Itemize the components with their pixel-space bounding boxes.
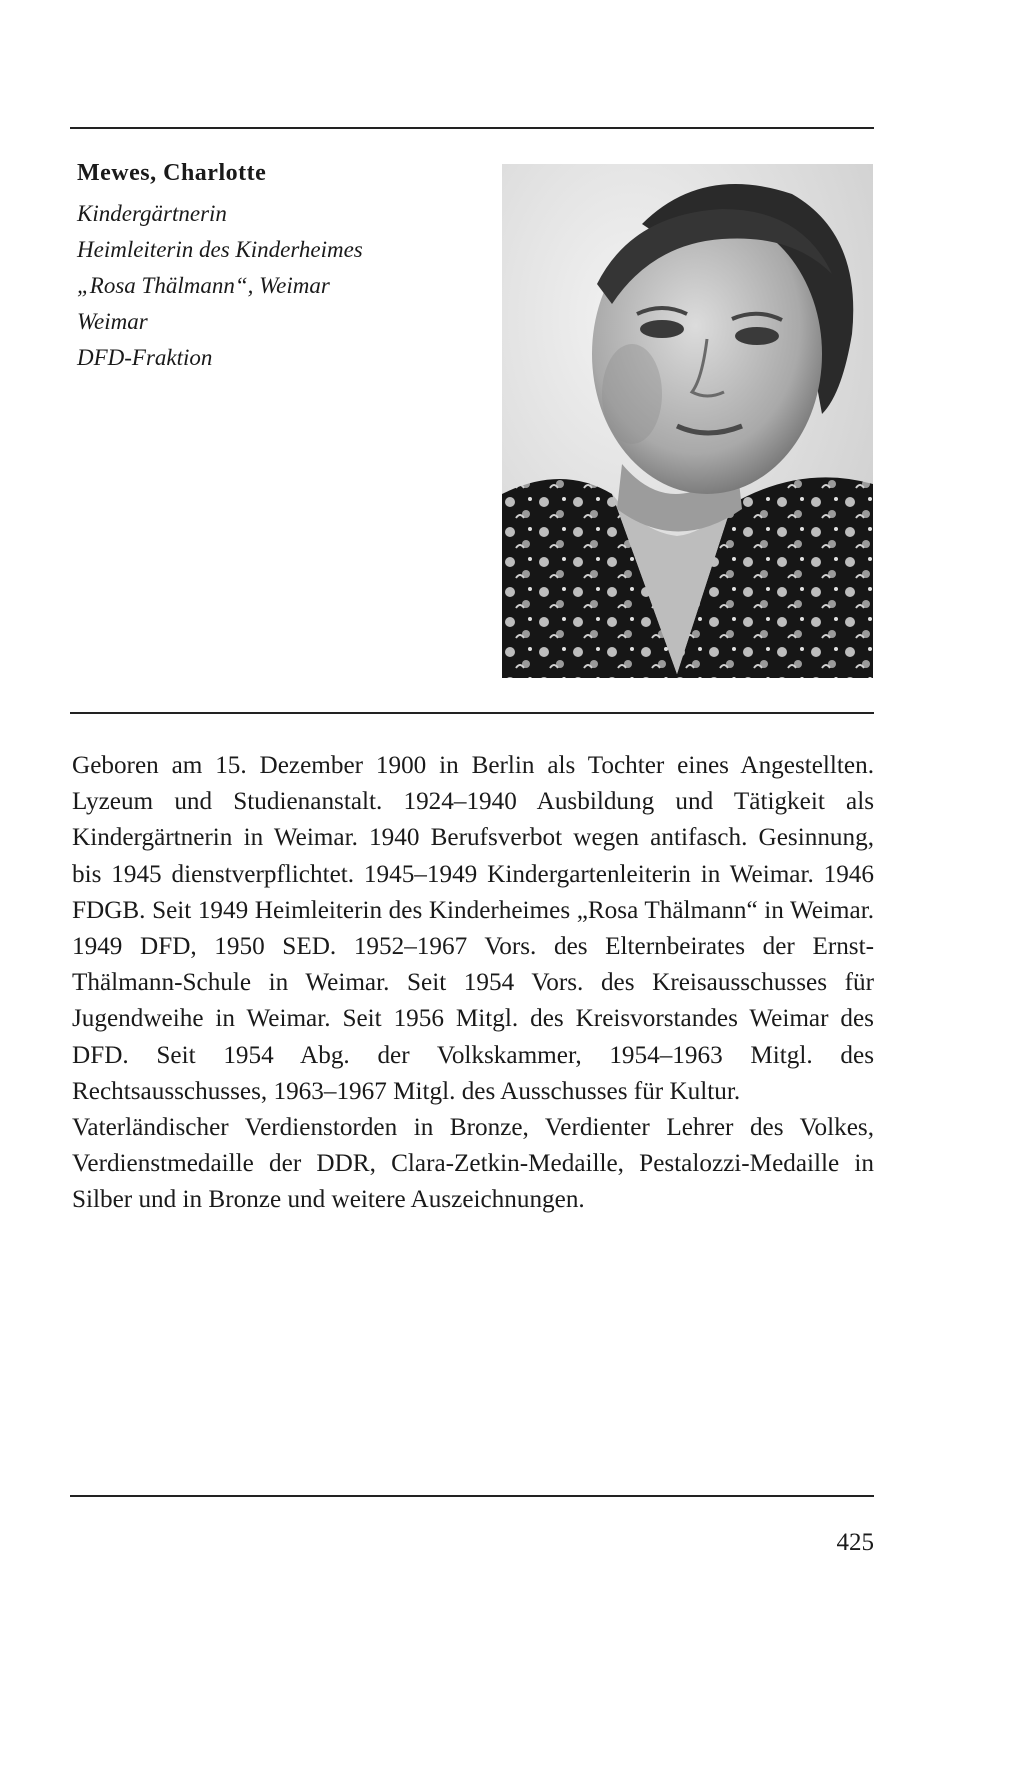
position-line-2: „Rosa Thälmann“, Weimar <box>77 273 330 298</box>
profession: Kindergärtnerin <box>77 201 227 226</box>
constituency: Weimar <box>77 309 148 334</box>
person-name: Mewes, Charlotte <box>77 160 267 186</box>
biography-text: Geboren am 15. Dezember 1900 in Berlin als Tochter eines Angestellten. Lyzeum und Studienanstalt. 1924–1940 Ausbildung und Tätigkeit als Kindergärtnerin in Weimar. 1940 Berufsverbot wegen antifasch. Gesinnung, bis 1945 dienstverpflichtet. 1945–1949 Kindergartenleiterin in Weimar. 1946 FDGB. Seit 1949 Heimleiterin des Kinderheimes „Rosa Thälmann“ in Weimar. 1949 DFD, 1950 SED. 1952–1967 Vors. des Elternbeirates der Ernst-Thälmann-Schule in Weimar. Seit 1954 Vors. des Kreisausschusses für Jugendweihe in Weimar. Seit 1956 Mitgl. des Kreisvorstandes Weimar des DFD. Seit 1954 Abg. der Volkskammer, 1954–1963 Mitgl. des Rechtsausschusses, 1963–1967 Mitgl. des Ausschusses für Kultur. <box>72 752 874 1105</box>
page-number: 425 <box>836 1529 874 1556</box>
top-divider <box>70 127 874 129</box>
entry-header <box>77 156 477 376</box>
portrait-photo <box>502 164 873 678</box>
middle-divider <box>70 712 874 714</box>
awards-text: Vaterländischer Verdienstorden in Bronze, Verdienter Lehrer des Volkes, Verdienstmedaille der DDR, Clara-Zetkin-Medaille, Pestalozzi-Medaille in Silber und in Bronze und weitere Auszeichnungen. <box>72 1114 874 1214</box>
portrait-photo-icon <box>502 164 873 678</box>
bottom-divider <box>70 1495 874 1497</box>
biography <box>72 748 874 1219</box>
position-line-1: Heimleiterin des Kinderheimes <box>77 237 363 262</box>
faction: DFD-Fraktion <box>77 345 213 370</box>
